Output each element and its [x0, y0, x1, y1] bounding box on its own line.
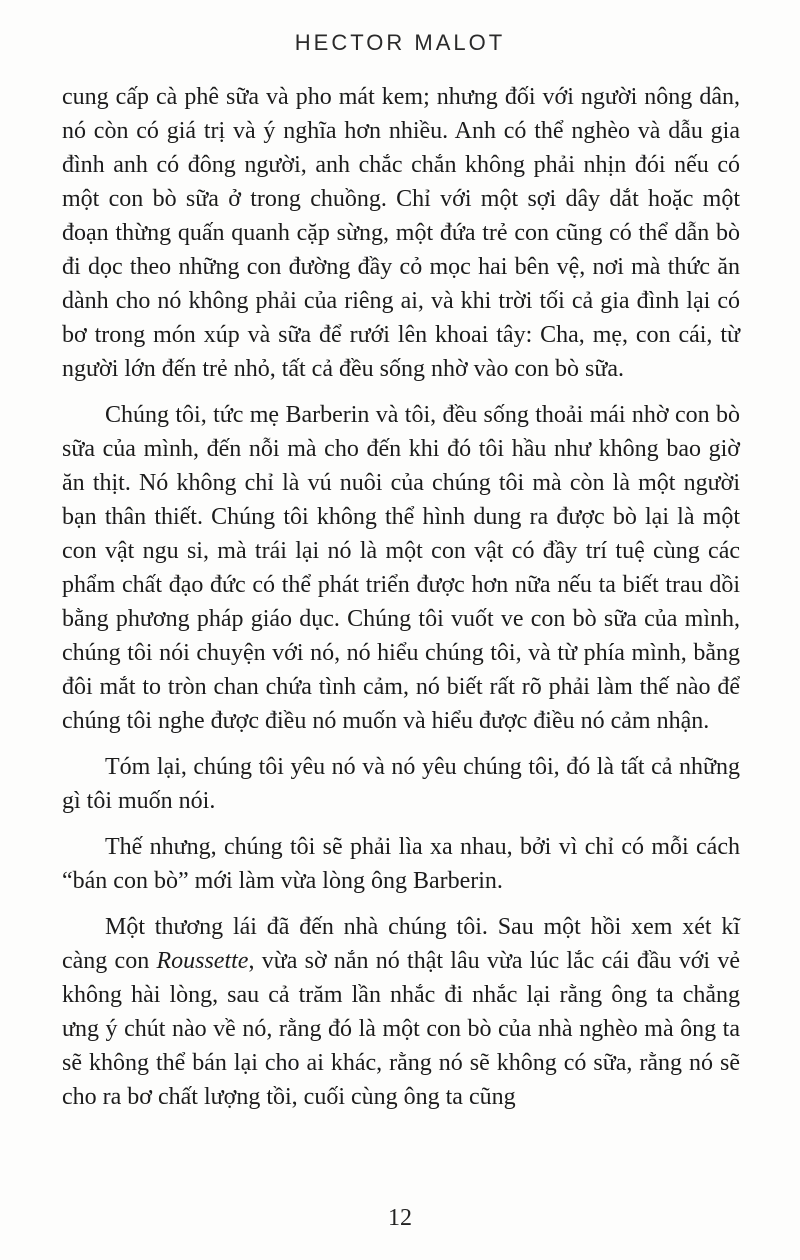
- paragraph: Tóm lại, chúng tôi yêu nó và nó yêu chúng tôi, đó là tất cả những gì tôi muốn nói.: [62, 754, 740, 814]
- running-header: [0, 30, 800, 56]
- paragraph: [62, 910, 740, 1114]
- paragraph: Chúng tôi, tức mẹ Barberin và tôi, đều sống thoải mái nhờ con bò sữa của mình, đến nỗi mà cho đến khi đó tôi hầu như không bao giờ ăn thịt. Nó không chỉ là vú nuôi của chúng tôi mà còn là một người bạn thân thiết. Chúng tôi không thể hình dung ra được bò lại là một con vật ngu si, mà trái lại nó là một con vật có đầy trí tuệ cùng các phẩm chất đạo đức có thể phát triển được hơn nữa nếu ta biết trau dồi bằng phương pháp giáo dục. Chúng tôi vuốt ve con bò sữa của mình, chúng tôi nói chuyện với nó, nó hiểu chúng tôi, và từ phía mình, bằng đôi mắt to tròn chan chứa tình cảm, nó biết rất rõ phải làm thế nào để chúng tôi nghe được điều nó muốn và hiểu được điều nó cảm nhận.: [62, 402, 740, 734]
- paragraph-continuation: cung cấp cà phê sữa và pho mát kem; nhưng đối với người nông dân, nó còn có giá trị và ý nghĩa hơn nhiều. Anh có thể nghèo và dẫu gia đình anh có đông người, anh chắc chắn không phải nhịn đói nếu có một con bò sữa ở trong chuồng. Chỉ với một sợi dây dắt hoặc một đoạn thừng quấn quanh cặp sừng, một đứa trẻ con cũng có thể dẫn bò đi dọc theo những con đường đầy cỏ mọc hai bên vệ, nơi mà thức ăn dành cho nó không phải của riêng ai, và khi trời tối cả gia đình lại có bơ trong món xúp và sữa để rưới lên khoai tây: Cha, mẹ, con cái, từ người lớn đến trẻ nhỏ, tất cả đều sống nhờ vào con bò sữa.: [62, 84, 740, 382]
- author-name: HECTOR MALOT: [294, 30, 506, 55]
- paragraph-text: Một thương lái đã đến nhà chúng tôi. Sau một hồi xem xét kĩ càng con: [62, 914, 740, 974]
- cow-name-italic: Roussette: [156, 948, 249, 974]
- page-body: [62, 80, 740, 1114]
- paragraph: Thế nhưng, chúng tôi sẽ phải lìa xa nhau, bởi vì chỉ có mỗi cách “bán con bò” mới làm vừa lòng ông Barberin.: [62, 834, 740, 894]
- page-footer: [0, 1205, 800, 1232]
- page-number: 12: [388, 1205, 412, 1231]
- paragraph-text: , vừa sờ nắn nó thật lâu vừa lúc lắc cái đầu với vẻ không hài lòng, sau cả trăm lần nhắc đi nhắc lại rằng ông ta chẳng ưng ý chút nào về nó, rằng đó là một con bò của nhà nghèo mà ông ta sẽ không thể bán lại cho ai khác, rằng nó sẽ không có sữa, rằng nó sẽ cho ra bơ chất lượng tồi, cuối cùng ông ta cũng: [62, 948, 740, 1110]
